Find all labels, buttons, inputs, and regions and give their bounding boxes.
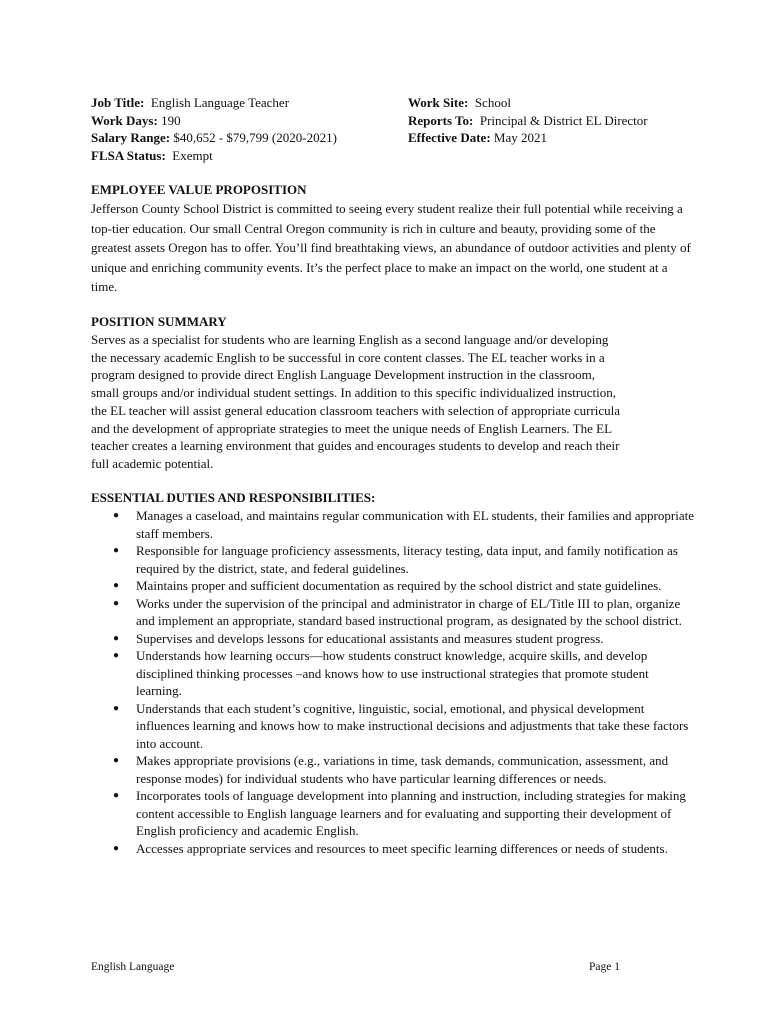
job-title-label: Job Title: [91, 95, 145, 110]
list-item [91, 577, 696, 595]
list-item-text: Incorporates tools of language development into planning and instruction, including strategies for making content accessible to English language learners and for evaluating and supporting their development of English proficiency and academic English. [136, 788, 686, 838]
bullet-icon: ● [113, 545, 120, 556]
list-item [91, 595, 696, 630]
list-item [91, 630, 696, 648]
work-days-label: Work Days: [91, 112, 158, 128]
bullet-icon: ● [113, 755, 120, 766]
list-item [91, 787, 696, 840]
essential-duties-section [91, 489, 694, 857]
flsa-status-line [91, 147, 401, 165]
list-item-text: Responsible for language proficiency assessments, literacy testing, data input, and family notification as required by the district, state, and federal guidelines. [136, 543, 678, 576]
work-days-line [91, 112, 401, 130]
bullet-icon: ● [113, 650, 120, 661]
duties-list [91, 507, 694, 857]
list-item [91, 647, 696, 700]
page-number: Page 1 [589, 961, 620, 973]
list-item [91, 700, 696, 753]
list-item [91, 507, 696, 542]
list-item-text: Manages a caseload, and maintains regular communication with EL students, their families and appropriate staff members. [136, 508, 694, 541]
bullet-icon: ● [113, 790, 120, 801]
salary-range-line [91, 129, 401, 147]
work-site-line [408, 94, 698, 112]
position-summary-section [91, 313, 691, 473]
section-paragraph: Serves as a specialist for students who are learning English as a second language and/or developing the necessary academic English to be successful in core content classes. The EL teacher works in a program designed to provide direct English Language Development instruction in the classroom, small groups and/or individual student settings. In addition to this specific individualized instruction, the EL teacher will assist general education classroom teachers with selection of appropriate curricula and the development of appropriate strategies to meet the unique needs of English Learners. The EL teacher creates a learning environment that guides and encourages students to develop and reach their full academic potential. [91, 332, 621, 471]
list-item [91, 840, 696, 858]
list-item-text: Supervises and develops lessons for educational assistants and measures student progress. [136, 630, 604, 646]
effective-date-line [408, 129, 698, 147]
list-item-text: Maintains proper and sufficient documentation as required by the school district and state guidelines. [136, 578, 662, 593]
job-title-line [91, 94, 401, 112]
bullet-icon: ● [113, 580, 120, 591]
footer-title: English Language [91, 961, 175, 973]
list-item-text: Works under the supervision of the principal and administrator in charge of EL/Title III to plan, organize and implement an appropriate, standard based instructional program, as designated by the school district. [136, 595, 682, 628]
list-item-text: Accesses appropriate services and resources to meet specific learning differences or needs of students. [136, 840, 668, 856]
effective-date-label: Effective Date: [408, 130, 491, 145]
salary-range-value: $40,652 - $79,799 (2020-2021) [173, 130, 337, 145]
effective-date-value: May 2021 [493, 130, 547, 145]
bullet-icon: ● [113, 702, 120, 714]
list-item-text: Understands that each student’s cognitive, linguistic, social, emotional, and physical development influences learning and knows how to make instructional decisions and adjustments that take these factors into account. [136, 700, 689, 751]
flsa-status-label: FLSA Status: [91, 147, 166, 163]
reports-to-value: Principal & District EL Director [479, 112, 648, 128]
list-item-text: Makes appropriate provisions (e.g., variations in time, task demands, communication, assessment, and response modes) for individual students who have particular learning differences or needs. [136, 753, 669, 786]
reports-to-line [408, 112, 698, 130]
section-heading: POSITION SUMMARY [91, 314, 227, 329]
employee-value-proposition-section [91, 181, 691, 297]
bullet-icon: ● [113, 842, 120, 854]
list-item [91, 542, 696, 577]
work-site-value: School [474, 95, 511, 110]
bullet-icon: ● [113, 632, 120, 644]
salary-range-label: Salary Range: [91, 130, 171, 145]
section-paragraph: Jefferson County School District is committed to seeing every student realize their full potential while receiving a top-tier education. Our small Central Oregon community is rich in culture and beauty, providing some of the greatest assets Oregon has to offer. You’ll find breathtaking views, an abundance of outdoor activities and plenty of unique and enriching community events. It’s the perfect place to make an impact on the world, one student at a time. [91, 201, 691, 294]
job-title-value: English Language Teacher [150, 95, 290, 110]
reports-to-label: Reports To: [408, 112, 474, 128]
job-header-left [91, 94, 401, 164]
bullet-icon: ● [113, 510, 120, 521]
list-item [91, 752, 696, 787]
section-heading: ESSENTIAL DUTIES AND RESPONSIBILITIES: [91, 490, 376, 505]
list-item-text: Understands how learning occurs—how students construct knowledge, acquire skills, and develop disciplined thinking processes –and knows how to use instructional strategies that promote student learning. [136, 648, 649, 698]
section-heading: EMPLOYEE VALUE PROPOSITION [91, 182, 307, 197]
job-header-right [408, 94, 698, 147]
work-days-value: 190 [161, 112, 181, 128]
bullet-icon: ● [113, 597, 120, 609]
work-site-label: Work Site: [408, 95, 469, 110]
flsa-status-value: Exempt [172, 147, 213, 163]
